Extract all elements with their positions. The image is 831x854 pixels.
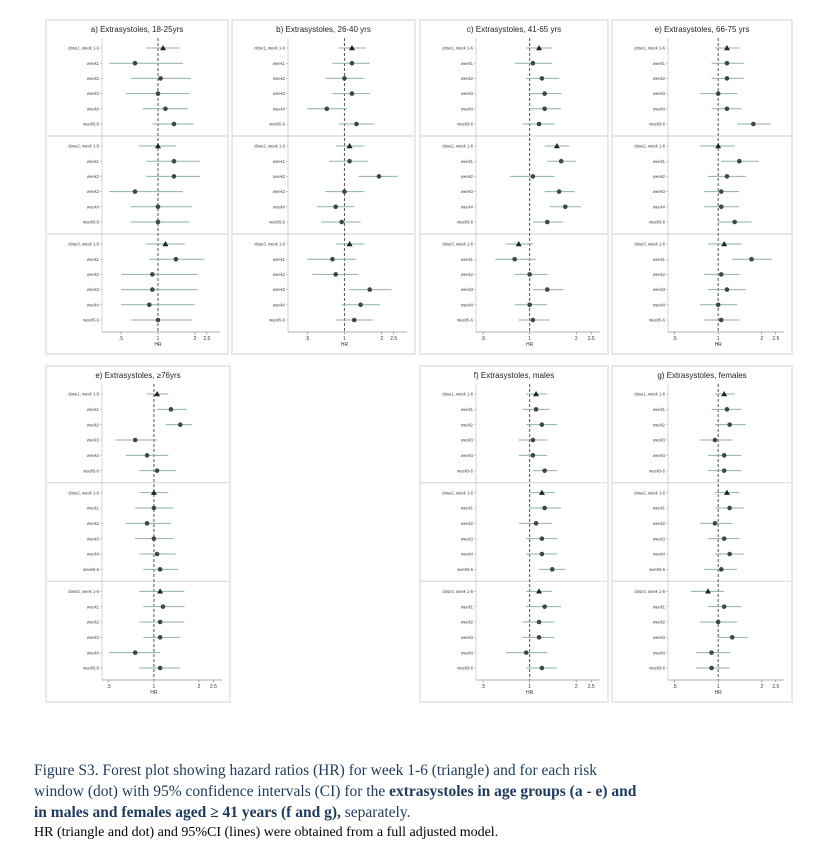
row-label: dose1, week 1-6: [254, 45, 285, 51]
row-label: week2: [652, 272, 665, 277]
x-tick-label: 1: [716, 684, 720, 690]
row-label: week1: [86, 604, 99, 610]
row-label: week5-6: [457, 317, 473, 323]
hr-dot-marker: [531, 318, 536, 323]
row-label: dose3, week 1-6: [68, 241, 99, 247]
hr-dot-marker: [749, 257, 754, 262]
hr-dot-marker: [537, 635, 542, 640]
hr-dot-marker: [713, 521, 718, 526]
hr-dot-marker: [145, 521, 150, 526]
row-label: week2: [652, 174, 665, 179]
row-label: week3: [460, 634, 473, 640]
hr-dot-marker: [540, 552, 545, 557]
row-label: week1: [460, 60, 473, 66]
hr-dot-marker: [719, 205, 724, 210]
row-label: dose3, week 1-6: [442, 588, 473, 594]
panel-frame: [232, 20, 415, 354]
hr-dot-marker: [559, 159, 564, 164]
row-label: week4: [652, 302, 665, 308]
row-label: dose2, week 1-6: [68, 143, 99, 149]
row-label: week3: [460, 91, 473, 97]
hr-dot-marker: [169, 407, 174, 412]
panel-title: f) Extrasystoles, males: [473, 371, 555, 380]
row-label: dose2, week 1-6: [68, 490, 99, 496]
row-label: week2: [652, 619, 665, 625]
hr-dot-marker: [727, 422, 732, 427]
row-label: week5-6: [457, 468, 473, 474]
panel-frame: [46, 20, 228, 354]
hr-dot-marker: [354, 122, 359, 127]
x-tick-label: 2: [760, 336, 764, 342]
row-label: week1: [652, 158, 665, 164]
row-label: week4: [272, 106, 285, 112]
row-label: week1: [86, 158, 99, 164]
hr-dot-marker: [161, 604, 166, 609]
panel-3: [420, 20, 608, 354]
panel-frame: [420, 20, 608, 354]
panel-title: e) Extrasystoles, 66-75 yrs: [654, 25, 750, 34]
row-label: week4: [86, 204, 99, 210]
hr-dot-marker: [719, 567, 724, 572]
row-label: week3: [460, 536, 473, 542]
row-label: dose2, week 1-6: [442, 490, 473, 496]
row-label: week3: [86, 287, 99, 293]
hr-dot-marker: [540, 76, 545, 81]
row-label: dose2, week 1-6: [634, 143, 665, 149]
row-label: week4: [652, 551, 665, 557]
row-label: week2: [272, 174, 285, 179]
row-label: week2: [460, 76, 473, 81]
hr-dot-marker: [722, 468, 727, 473]
row-label: dose1, week 1-6: [68, 391, 99, 397]
hr-dot-marker: [342, 76, 347, 81]
hr-dot-marker: [174, 257, 179, 262]
panel-title: a) Extrasystoles, 18-25yrs: [90, 25, 184, 34]
row-label: week2: [652, 520, 665, 526]
hr-dot-marker: [713, 438, 718, 443]
hr-dot-marker: [542, 506, 547, 511]
hr-dot-marker: [542, 107, 547, 112]
x-tick-label: .5: [305, 336, 310, 342]
row-label: week5-6: [649, 121, 665, 127]
row-label: week4: [460, 551, 473, 557]
row-label: week1: [460, 158, 473, 164]
row-label: week3: [86, 91, 99, 97]
row-label: week1: [86, 406, 99, 412]
hr-dot-marker: [158, 635, 163, 640]
row-label: week1: [272, 60, 285, 66]
row-label: week2: [86, 272, 99, 277]
hr-dot-marker: [158, 76, 163, 81]
row-label: week4: [86, 106, 99, 112]
panel-4: [612, 20, 792, 354]
hr-dot-marker: [751, 122, 756, 127]
hr-dot-marker: [350, 91, 355, 96]
hr-dot-marker: [524, 650, 529, 655]
row-label: week4: [272, 204, 285, 210]
row-label: week4: [652, 650, 665, 656]
row-label: week2: [86, 422, 99, 428]
row-label: dose3, week 1-6: [442, 241, 473, 247]
hr-dot-marker: [527, 272, 532, 277]
x-axis-label: HR: [154, 342, 162, 348]
x-tick-label: 1: [152, 684, 156, 690]
hr-dot-marker: [163, 107, 168, 112]
row-label: week1: [652, 604, 665, 610]
panel-1: [46, 20, 228, 354]
x-tick-label: .5: [480, 336, 486, 342]
row-label: week1: [460, 406, 473, 412]
row-label: week5-6: [649, 317, 665, 323]
hr-dot-marker: [155, 468, 160, 473]
row-label: dose1, week 1-6: [634, 391, 665, 397]
caption-line-3-bold: in males and females aged ≥ 41 years (f and g),: [34, 804, 341, 821]
row-label: dose3, week 1-6: [68, 588, 99, 594]
hr-dot-marker: [563, 205, 568, 210]
row-label: week3: [272, 287, 285, 293]
hr-dot-marker: [722, 453, 727, 458]
row-label: week4: [652, 204, 665, 210]
hr-dot-marker: [133, 189, 138, 194]
row-label: week5-6: [83, 665, 99, 671]
x-tick-label: 2: [197, 684, 201, 690]
panel-title: c) Extrasystoles, 41-65 yrs: [466, 25, 562, 34]
row-label: week3: [460, 189, 473, 195]
hr-dot-marker: [172, 159, 177, 164]
x-tick-label: 2: [574, 684, 578, 690]
hr-dot-marker: [531, 438, 536, 443]
hr-dot-marker: [178, 422, 183, 427]
hr-dot-marker: [339, 220, 344, 225]
x-axis-label: HR: [526, 690, 534, 696]
x-tick-label: 2: [760, 684, 764, 690]
row-label: week1: [272, 256, 285, 262]
row-label: week4: [652, 452, 665, 458]
panel-5: [46, 366, 230, 702]
row-label: week3: [86, 437, 99, 443]
hr-dot-marker: [342, 189, 347, 194]
hr-dot-marker: [716, 303, 721, 308]
hr-dot-marker: [158, 567, 163, 572]
x-tick-label: 1: [343, 336, 346, 342]
hr-dot-marker: [537, 122, 542, 127]
hr-dot-marker: [367, 287, 372, 292]
row-label: week5-6: [457, 665, 473, 671]
hr-dot-marker: [158, 620, 163, 625]
hr-dot-marker: [531, 453, 536, 458]
row-label: week4: [652, 106, 665, 112]
row-label: dose1, week 1-6: [634, 45, 665, 51]
row-label: week2: [460, 619, 473, 625]
row-label: week5-6: [83, 468, 99, 474]
x-tick-label: 2.5: [587, 336, 595, 342]
hr-dot-marker: [542, 91, 547, 96]
caption-line-1: Figure S3. Forest plot showing hazard ratios (HR) for week 1-6 (triangle) and for each risk: [34, 762, 598, 779]
row-label: week2: [272, 76, 285, 81]
hr-dot-marker: [156, 91, 161, 96]
x-axis-label: HR: [714, 690, 722, 696]
hr-dot-marker: [172, 122, 177, 127]
row-label: week5-6: [457, 219, 473, 225]
hr-dot-marker: [133, 61, 138, 66]
row-label: dose2, week 1-6: [254, 143, 285, 149]
x-tick-label: 2.5: [203, 336, 211, 342]
hr-dot-marker: [537, 620, 542, 625]
caption-line-2-plain: window (dot) with 95% confidence intervals (CI) for the: [34, 783, 390, 800]
row-label: week5-6: [269, 121, 285, 127]
hr-dot-marker: [709, 650, 714, 655]
hr-dot-marker: [722, 536, 727, 541]
x-tick-label: 1: [528, 684, 532, 690]
row-label: dose2, week 1-6: [442, 143, 473, 149]
hr-dot-marker: [156, 220, 161, 225]
x-tick-label: 2: [380, 336, 384, 342]
row-label: dose1, week 1-6: [442, 391, 473, 397]
hr-dot-marker: [324, 107, 329, 112]
row-label: week3: [652, 287, 665, 293]
row-label: week1: [652, 406, 665, 412]
row-label: week1: [460, 256, 473, 262]
hr-dot-marker: [719, 318, 724, 323]
hr-dot-marker: [716, 620, 721, 625]
row-label: week2: [460, 422, 473, 428]
row-label: dose1, week 1-6: [68, 45, 99, 51]
row-label: week2: [86, 520, 99, 526]
x-tick-label: 1: [716, 336, 720, 342]
hr-dot-marker: [350, 61, 355, 66]
x-tick-label: 2: [574, 336, 578, 342]
x-axis-label: HR: [526, 342, 534, 348]
row-label: week4: [460, 302, 473, 308]
row-label: week5-6: [649, 219, 665, 225]
hr-dot-marker: [145, 453, 150, 458]
hr-dot-marker: [172, 174, 177, 179]
row-label: week3: [652, 437, 665, 443]
caption-line-3: [34, 802, 814, 823]
row-label: week4: [460, 650, 473, 656]
x-tick-label: .5: [106, 684, 111, 690]
hr-dot-marker: [330, 257, 335, 262]
row-label: week2: [460, 272, 473, 277]
row-label: dose1, week 1-6: [442, 45, 473, 51]
hr-dot-marker: [540, 536, 545, 541]
x-axis-label: HR: [150, 690, 158, 696]
hr-dot-marker: [727, 552, 732, 557]
hr-dot-marker: [158, 666, 163, 671]
hr-dot-marker: [377, 174, 382, 179]
row-label: week5-6: [649, 665, 665, 671]
panel-frame: [612, 366, 792, 702]
x-tick-label: 2.5: [210, 684, 217, 690]
hr-dot-marker: [557, 189, 562, 194]
row-label: week1: [652, 60, 665, 66]
hr-dot-marker: [133, 650, 138, 655]
hr-dot-marker: [531, 174, 536, 179]
row-label: week3: [652, 91, 665, 97]
hr-dot-marker: [545, 287, 550, 292]
row-label: week3: [652, 189, 665, 195]
row-label: week1: [460, 505, 473, 511]
hr-dot-marker: [358, 303, 363, 308]
row-label: week3: [86, 536, 99, 542]
panel-6: [420, 366, 608, 702]
panel-title: e) Extrasystoles, ≥76yrs: [95, 371, 181, 380]
row-label: week3: [272, 189, 285, 195]
hr-dot-marker: [542, 468, 547, 473]
hr-dot-marker: [152, 506, 157, 511]
hr-dot-marker: [550, 567, 555, 572]
row-label: week4: [86, 302, 99, 308]
row-label: week2: [86, 619, 99, 625]
x-tick-label: 2.5: [390, 336, 398, 342]
caption-line-2-bold: extrasystoles in age groups (a - e) and: [389, 783, 637, 800]
hr-dot-marker: [540, 666, 545, 671]
row-label: week1: [86, 505, 99, 511]
hr-dot-marker: [722, 604, 727, 609]
hr-dot-marker: [719, 272, 724, 277]
row-label: week3: [652, 536, 665, 542]
hr-dot-marker: [333, 272, 338, 277]
hr-dot-marker: [512, 257, 517, 262]
hr-dot-marker: [352, 318, 357, 323]
row-label: week5-6: [83, 317, 99, 323]
row-label: week4: [460, 106, 473, 112]
caption-line-3-plain: separately.: [340, 804, 411, 821]
row-label: week5-6: [649, 566, 665, 572]
row-label: week4: [272, 302, 285, 308]
row-label: week5-6: [83, 566, 99, 572]
hr-dot-marker: [737, 159, 742, 164]
x-axis-label: HR: [340, 342, 349, 348]
hr-dot-marker: [732, 220, 737, 225]
panel-frame: [46, 366, 230, 702]
row-label: week5-6: [457, 121, 473, 127]
row-label: week1: [460, 604, 473, 610]
row-label: week4: [460, 452, 473, 458]
x-tick-label: 1: [156, 336, 160, 342]
row-label: dose3, week 1-6: [634, 588, 665, 594]
row-label: week1: [272, 158, 285, 164]
panel-title: g) Extrasystoles, females: [657, 371, 747, 380]
x-tick-label: .5: [118, 336, 124, 342]
row-label: week2: [86, 76, 99, 81]
row-label: dose3, week 1-6: [634, 241, 665, 247]
row-label: week1: [86, 60, 99, 66]
hr-dot-marker: [725, 287, 730, 292]
row-label: week2: [86, 174, 99, 179]
hr-dot-marker: [534, 407, 539, 412]
hr-dot-marker: [150, 272, 155, 277]
row-label: week3: [272, 91, 285, 97]
hr-dot-marker: [716, 91, 721, 96]
hr-dot-marker: [133, 438, 138, 443]
panel-title: b) Extrasystoles, 26-40 yrs: [276, 25, 371, 34]
row-label: week3: [86, 634, 99, 640]
panel-frame: [420, 366, 608, 702]
hr-dot-marker: [719, 189, 724, 194]
hr-dot-marker: [725, 107, 730, 112]
x-tick-label: 2: [193, 336, 197, 342]
row-label: week2: [272, 272, 285, 277]
hr-dot-marker: [150, 287, 155, 292]
hr-dot-marker: [531, 61, 536, 66]
row-label: week4: [86, 452, 99, 458]
hr-dot-marker: [730, 635, 735, 640]
row-label: week5-6: [83, 219, 99, 225]
row-label: week5-6: [83, 121, 99, 127]
row-label: week2: [652, 422, 665, 428]
hr-dot-marker: [540, 422, 545, 427]
hr-dot-marker: [545, 220, 550, 225]
row-label: dose3, week 1-6: [254, 241, 285, 247]
row-label: dose2, week 1-6: [634, 490, 665, 496]
hr-dot-marker: [156, 205, 161, 210]
hr-dot-marker: [527, 303, 532, 308]
hr-dot-marker: [709, 666, 714, 671]
hr-dot-marker: [347, 159, 352, 164]
x-axis-label: HR: [714, 342, 722, 348]
row-label: week4: [460, 204, 473, 210]
row-label: week2: [652, 76, 665, 81]
row-label: week2: [460, 520, 473, 526]
caption-note: HR (triangle and dot) and 95%CI (lines) were obtained from a full adjusted model.: [34, 825, 499, 840]
x-tick-label: 2.5: [772, 684, 780, 690]
row-label: week5-6: [269, 219, 285, 225]
row-label: week3: [652, 634, 665, 640]
x-tick-label: 1: [528, 336, 532, 342]
hr-dot-marker: [725, 174, 730, 179]
panel-frame: [612, 20, 792, 354]
hr-dot-marker: [155, 552, 160, 557]
row-label: week5-6: [649, 468, 665, 474]
hr-dot-marker: [156, 318, 161, 323]
hr-dot-marker: [725, 61, 730, 66]
row-label: week2: [460, 174, 473, 179]
row-label: week3: [86, 189, 99, 195]
panel-7: [612, 366, 792, 702]
hr-dot-marker: [725, 76, 730, 81]
hr-dot-marker: [542, 604, 547, 609]
x-tick-label: 2.5: [587, 684, 595, 690]
hr-dot-marker: [147, 303, 152, 308]
row-label: week4: [86, 551, 99, 557]
row-label: week1: [86, 256, 99, 262]
hr-dot-marker: [333, 205, 338, 210]
hr-dot-marker: [534, 521, 539, 526]
row-label: week4: [86, 650, 99, 656]
panel-2: [232, 20, 415, 354]
row-label: week5-6: [269, 317, 285, 323]
x-tick-label: .5: [672, 684, 677, 690]
figure-caption: [34, 760, 814, 842]
x-tick-label: .5: [672, 336, 677, 342]
x-tick-label: 2.5: [772, 336, 780, 342]
hr-dot-marker: [152, 536, 157, 541]
row-label: week1: [652, 256, 665, 262]
row-label: week5-6: [457, 566, 473, 572]
caption-line-2: [34, 781, 814, 802]
x-tick-label: .5: [480, 684, 486, 690]
hr-dot-marker: [727, 506, 732, 511]
hr-dot-marker: [725, 407, 730, 412]
row-label: week1: [652, 505, 665, 511]
row-label: week3: [460, 437, 473, 443]
row-label: week3: [460, 287, 473, 293]
